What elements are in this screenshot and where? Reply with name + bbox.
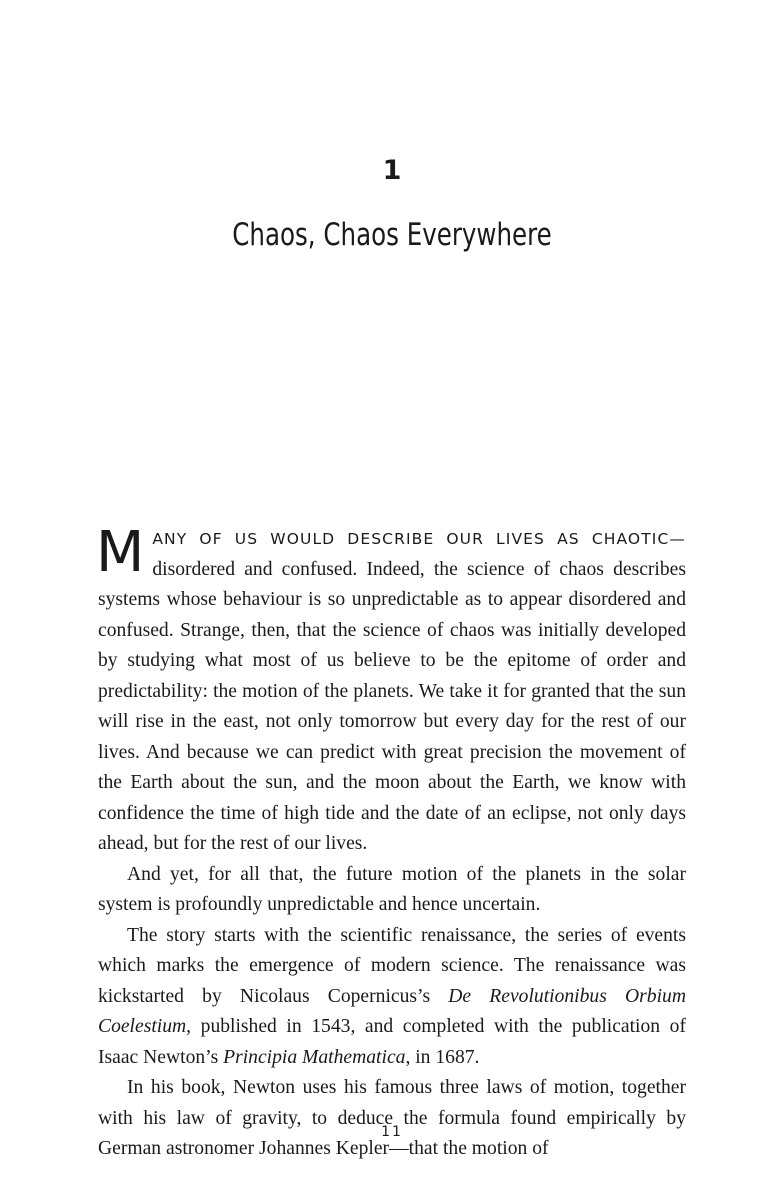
paragraph-3-text-a: The story starts with the scientific renaissance, the series of events which marks the emergence of modern science. The renaissance was kickstarted by Nicolaus Copernicus’s [98, 924, 686, 1007]
chapter-title: Chaos, Chaos Everywhere [232, 217, 552, 253]
paragraph-3-text-b: , published in 1543, and completed with the publication of Isaac Newton’s [98, 1016, 686, 1068]
opening-smallcaps: ANY OF US WOULD DESCRIBE OUR LIVES AS CHAOTIC— [152, 530, 686, 548]
drop-cap: M [96, 520, 145, 585]
book-title-de-revolutionibus: De Revolutionibus Orbium Coelestium [98, 985, 686, 1037]
paragraph-3-text-c: , in 1687. [405, 1046, 480, 1068]
paragraph-4: In his book, Newton uses his famous three laws of motion, together with his law of gravity, to deduce the formula found empirically by German astronomer Johannes Kepler—that the motion of [98, 1077, 686, 1159]
page-number: 11 [381, 1124, 403, 1140]
paragraph-2: And yet, for all that, the future motion of the planets in the solar system is profoundly unpredictable and hence uncertain. [98, 863, 686, 915]
paragraph-1-text: disordered and confused. Indeed, the science of chaos describes systems whose behaviour is so unpredictable as to appear disordered and confused. Strange, then, that the science of chaos was initially developed by studying what most of us believe to be the epitome of order and predictability: the motion of the planets. We take it for granted that the sun will rise in the east, not only tomorrow but every day for the rest of our lives. And because we can predict with great precision the movement of the Earth about the sun, and the moon about the Earth, we know with confidence the time of high tide and the date of an eclipse, not only days ahead, but for the rest of our lives. [98, 558, 686, 854]
paragraph-1 [96, 520, 686, 860]
book-title-principia: Principia Mathematica [223, 1046, 406, 1068]
chapter-body [96, 520, 686, 1165]
chapter-number: 1 [382, 155, 402, 186]
paragraph-3 [98, 921, 686, 1074]
